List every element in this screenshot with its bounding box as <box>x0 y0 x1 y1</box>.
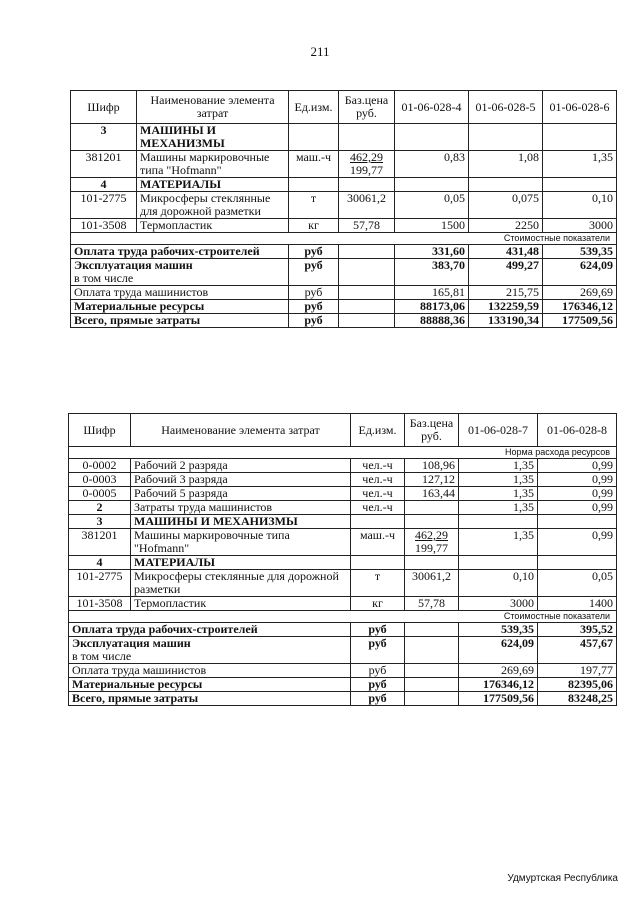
summary-value-2: 215,75 <box>469 286 543 300</box>
row-price: 108,96 <box>405 459 459 473</box>
summary-unit: руб <box>351 623 405 637</box>
row-value-1: 1,35 <box>459 487 538 501</box>
summary-row <box>71 259 617 286</box>
row-unit: чел.-ч <box>351 487 405 501</box>
summary-value-3: 539,35 <box>543 245 617 259</box>
row-code: 101-2775 <box>69 570 131 597</box>
summary-value-1: 383,70 <box>395 259 469 286</box>
price-line-2: 199,77 <box>350 163 383 177</box>
row-value-2: 0,075 <box>469 192 543 219</box>
row-name: МАТЕРИАЛЫ <box>137 178 289 192</box>
row-code: 101-3508 <box>71 219 137 233</box>
summary-name: Материальные ресурсы <box>69 678 351 692</box>
summary-value-3: 624,09 <box>543 259 617 286</box>
summary-unit: руб <box>289 286 339 300</box>
summary-name: Всего, прямые затраты <box>71 314 289 328</box>
header-col-2: 01-06-028-5 <box>469 91 543 124</box>
row-code: 4 <box>71 178 137 192</box>
summary-note: в том числе <box>72 649 132 663</box>
summary-value-3: 176346,12 <box>543 300 617 314</box>
summary-row <box>71 286 617 300</box>
row-value-3: 3000 <box>543 219 617 233</box>
summary-value-2: 132259,59 <box>469 300 543 314</box>
row-value-2: 0,99 <box>538 529 617 556</box>
row-name: Машины маркировочные типа "Hofmann" <box>137 151 289 178</box>
summary-row <box>69 692 617 706</box>
row-value-1: 1,35 <box>459 529 538 556</box>
table-row <box>71 178 617 192</box>
row-price <box>405 529 459 556</box>
row-unit: маш.-ч <box>289 151 339 178</box>
row-code: 381201 <box>69 529 131 556</box>
row-value-3: 1,35 <box>543 151 617 178</box>
summary-name <box>71 259 289 286</box>
summary-title: Эксплуатация машин <box>72 636 191 650</box>
header-name: Наименование элемента затрат <box>131 414 351 447</box>
row-name: Рабочий 2 разряда <box>131 459 351 473</box>
summary-row <box>71 300 617 314</box>
summary-title: Эксплуатация машин <box>74 258 193 272</box>
table-row <box>69 487 617 501</box>
summary-value-2: 431,48 <box>469 245 543 259</box>
row-name: Термопластик <box>137 219 289 233</box>
header-col-1: 01-06-028-7 <box>459 414 538 447</box>
summary-value-2: 197,77 <box>538 664 617 678</box>
summary-unit: руб <box>351 692 405 706</box>
header-code: Шифр <box>71 91 137 124</box>
summary-unit: руб <box>351 637 405 664</box>
row-price: 57,78 <box>339 219 395 233</box>
header-code: Шифр <box>69 414 131 447</box>
row-code: 101-3508 <box>69 597 131 611</box>
row-name: МАТЕРИАЛЫ <box>131 556 351 570</box>
row-code: 0-0003 <box>69 473 131 487</box>
table-header-row <box>71 91 617 124</box>
row-unit: т <box>289 192 339 219</box>
section-row <box>69 447 617 459</box>
table-row <box>69 459 617 473</box>
summary-unit: руб <box>289 259 339 286</box>
footer-region: Удмуртская Республика <box>507 873 618 884</box>
summary-value-1: 269,69 <box>459 664 538 678</box>
summary-row <box>71 314 617 328</box>
table-row <box>69 501 617 515</box>
row-name: Затраты труда машинистов <box>131 501 351 515</box>
row-value-2: 0,99 <box>538 487 617 501</box>
header-col-1: 01-06-028-4 <box>395 91 469 124</box>
row-value-2: 0,99 <box>538 501 617 515</box>
row-value-2: 0,99 <box>538 473 617 487</box>
row-value-2: 0,99 <box>538 459 617 473</box>
row-unit: чел.-ч <box>351 501 405 515</box>
row-code: 0-0002 <box>69 459 131 473</box>
summary-value-2: 133190,34 <box>469 314 543 328</box>
row-unit: т <box>351 570 405 597</box>
row-name: Рабочий 5 разряда <box>131 487 351 501</box>
table-row <box>69 529 617 556</box>
summary-note: в том числе <box>74 271 134 285</box>
header-col-2: 01-06-028-8 <box>538 414 617 447</box>
header-unit: Ед.изм. <box>351 414 405 447</box>
summary-name: Всего, прямые затраты <box>69 692 351 706</box>
summary-row <box>69 678 617 692</box>
row-value-1: 0,05 <box>395 192 469 219</box>
row-name: Машины маркировочные типа "Hofmann" <box>131 529 351 556</box>
summary-value-1: 88173,06 <box>395 300 469 314</box>
table-row <box>69 473 617 487</box>
summary-value-3: 269,69 <box>543 286 617 300</box>
summary-row <box>69 623 617 637</box>
table-row <box>69 570 617 597</box>
row-price: 30061,2 <box>405 570 459 597</box>
table-row <box>71 219 617 233</box>
summary-value-2: 83248,25 <box>538 692 617 706</box>
summary-value-1: 624,09 <box>459 637 538 664</box>
cost-table-2 <box>68 413 617 706</box>
summary-unit: руб <box>351 664 405 678</box>
header-price: Баз.цена руб. <box>405 414 459 447</box>
row-value-2: 0,05 <box>538 570 617 597</box>
table-row <box>71 192 617 219</box>
row-code: 2 <box>69 501 131 515</box>
table-row <box>69 556 617 570</box>
summary-unit: руб <box>289 314 339 328</box>
summary-value-1: 176346,12 <box>459 678 538 692</box>
summary-value-1: 88888,36 <box>395 314 469 328</box>
row-price: 163,44 <box>405 487 459 501</box>
summary-name: Оплата труда машинистов <box>71 286 289 300</box>
row-code: 0-0005 <box>69 487 131 501</box>
row-value-2: 2250 <box>469 219 543 233</box>
row-value-1: 1,35 <box>459 459 538 473</box>
row-code: 101-2775 <box>71 192 137 219</box>
summary-value-3: 177509,56 <box>543 314 617 328</box>
summary-value-2: 395,52 <box>538 623 617 637</box>
table-row <box>69 515 617 529</box>
row-unit: кг <box>351 597 405 611</box>
row-name: МАШИНЫ И МЕХАНИЗМЫ <box>137 124 289 151</box>
row-name: Микросферы стеклянные для дорожной разметки <box>137 192 289 219</box>
summary-value-2: 82395,06 <box>538 678 617 692</box>
summary-name: Оплата труда рабочих-строителей <box>71 245 289 259</box>
row-unit: чел.-ч <box>351 473 405 487</box>
price-line-2: 199,77 <box>415 541 448 555</box>
header-col-3: 01-06-028-6 <box>543 91 617 124</box>
row-unit: маш.-ч <box>351 529 405 556</box>
row-value-1: 1,35 <box>459 501 538 515</box>
section-row <box>69 611 617 623</box>
summary-row <box>71 245 617 259</box>
row-price: 127,12 <box>405 473 459 487</box>
summary-value-1: 177509,56 <box>459 692 538 706</box>
row-unit: чел.-ч <box>351 459 405 473</box>
row-name: МАШИНЫ И МЕХАНИЗМЫ <box>131 515 351 529</box>
summary-unit: руб <box>289 300 339 314</box>
row-code: 3 <box>71 124 137 151</box>
section-row <box>71 233 617 245</box>
row-value-1: 1,35 <box>459 473 538 487</box>
row-code: 4 <box>69 556 131 570</box>
row-name: Термопластик <box>131 597 351 611</box>
row-price <box>339 151 395 178</box>
section-label: Норма расхода ресурсов <box>69 447 617 459</box>
summary-row <box>69 664 617 678</box>
cost-table-1 <box>70 90 617 328</box>
summary-name: Оплата труда машинистов <box>69 664 351 678</box>
row-name: Рабочий 3 разряда <box>131 473 351 487</box>
row-name: Микросферы стеклянные для дорожной разметки <box>131 570 351 597</box>
row-code: 381201 <box>71 151 137 178</box>
row-value-1: 3000 <box>459 597 538 611</box>
row-code: 3 <box>69 515 131 529</box>
summary-unit: руб <box>351 678 405 692</box>
row-value-1: 0,10 <box>459 570 538 597</box>
table-row <box>69 597 617 611</box>
summary-name: Материальные ресурсы <box>71 300 289 314</box>
row-price: 57,78 <box>405 597 459 611</box>
header-name: Наименование элемента затрат <box>137 91 289 124</box>
summary-value-1: 331,60 <box>395 245 469 259</box>
page-number: 211 <box>310 44 330 59</box>
row-unit: кг <box>289 219 339 233</box>
table-row <box>71 124 617 151</box>
row-value-3: 0,10 <box>543 192 617 219</box>
summary-name <box>69 637 351 664</box>
header-price: Баз.цена руб. <box>339 91 395 124</box>
row-price: 30061,2 <box>339 192 395 219</box>
price-line-1: 462,29 <box>415 528 448 542</box>
row-value-2: 1400 <box>538 597 617 611</box>
header-unit: Ед.изм. <box>289 91 339 124</box>
summary-value-2: 499,27 <box>469 259 543 286</box>
table-row <box>71 151 617 178</box>
summary-value-1: 539,35 <box>459 623 538 637</box>
summary-row <box>69 637 617 664</box>
row-value-2: 1,08 <box>469 151 543 178</box>
summary-name: Оплата труда рабочих-строителей <box>69 623 351 637</box>
section-label: Стоимостные показатели <box>71 233 617 245</box>
table-header-row <box>69 414 617 447</box>
summary-value-2: 457,67 <box>538 637 617 664</box>
section-label: Стоимостные показатели <box>69 611 617 623</box>
row-value-1: 0,83 <box>395 151 469 178</box>
summary-unit: руб <box>289 245 339 259</box>
row-value-1: 1500 <box>395 219 469 233</box>
summary-value-1: 165,81 <box>395 286 469 300</box>
price-line-1: 462,29 <box>350 150 383 164</box>
